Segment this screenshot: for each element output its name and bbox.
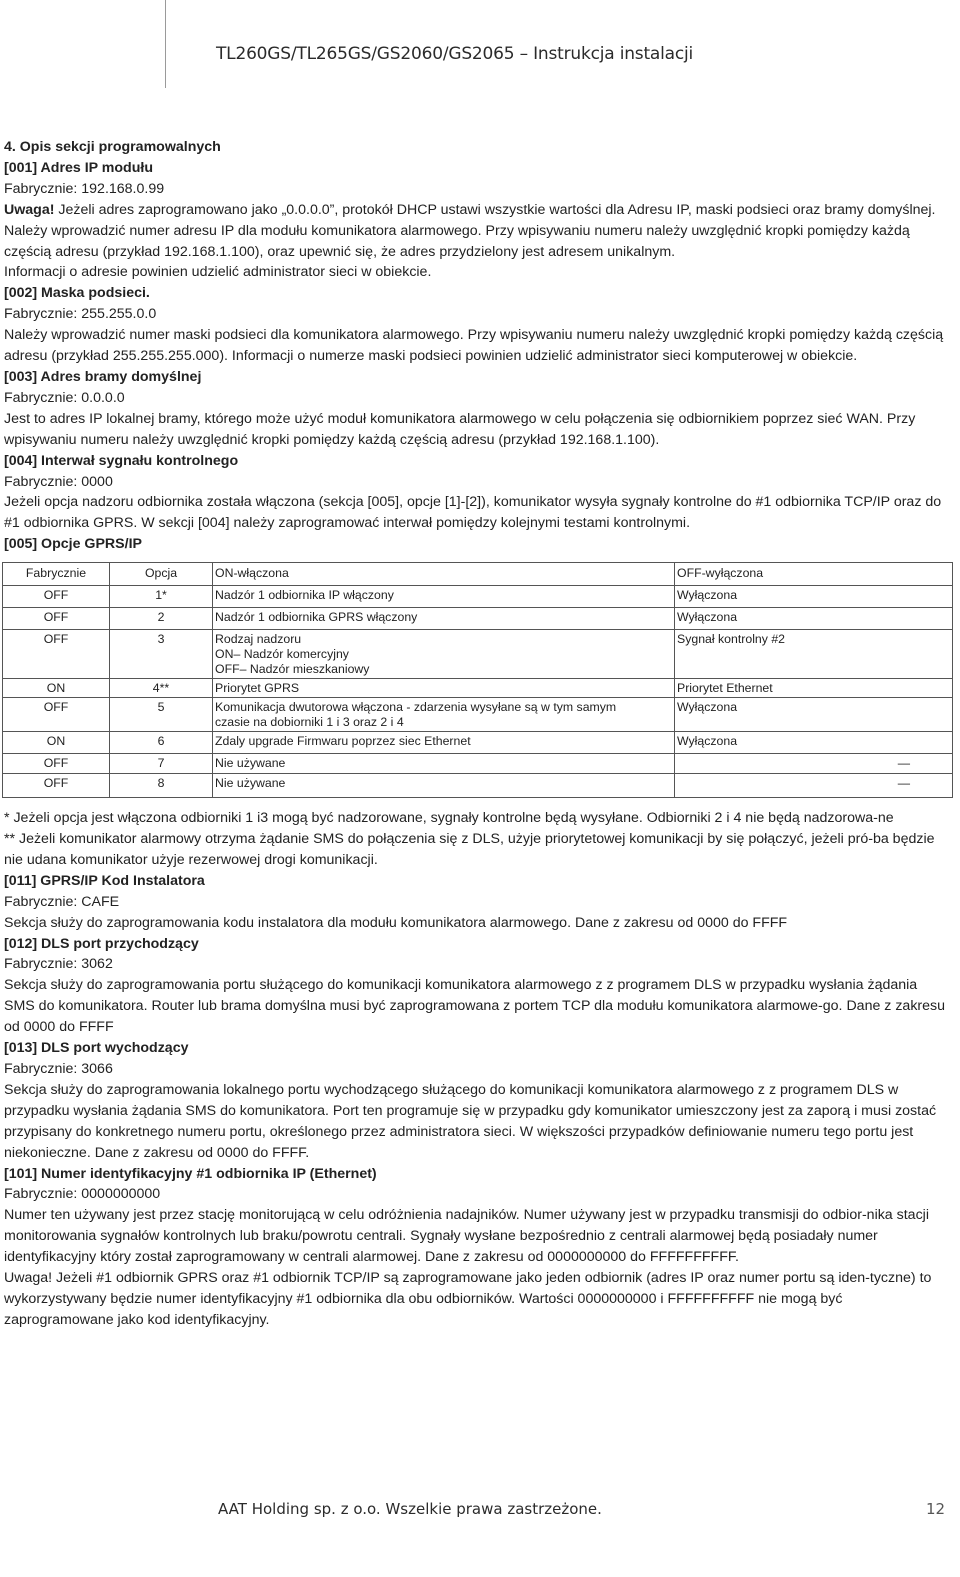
cell-off [675, 754, 953, 774]
s005-note1: * Jeżeli opcja jest włączona odbiorniki 1 i3 mogą być nadzorowane, sygnały kontrolne będą wysyłane. Odbiorniki 2 i 4 nie będą nadzorowa-ne [4, 810, 894, 827]
s101-desc: Numer ten używany jest przez stację monitorującą w celu odróżnienia nadajników. Numer używany jest w przypadku transmisji do odbior-nika stacji monitorowania sygnałów kontrolnych lub braku/powrotu centrali. Sygnały wysłane bezpośrednio z centrali alarmowej będą posiadały numer identyfikacyjny który został zaprogramowany w centrali alarmowej. Dane z zakresu od 0000000000 do FFFFFFFFFF. [4, 1207, 929, 1266]
s011-title: [011] GPRS/IP Kod Instalatora [4, 872, 205, 889]
s001-desc1: Należy wprowadzić numer adresu IP dla modułu komunikatora alarmowego. Przy wpisywaniu numeru należy uwzględnić kropki pomiędzy każdą częścią adresu (przykład 192.168.1.100), oraz upewnić się, że adres przydzielony jest adresem unikalnym. [4, 222, 910, 260]
cell-on-line: Nadzór 1 odbiornika IP włączony [215, 588, 394, 603]
cell-option: 8 [110, 774, 213, 798]
cell-on [213, 732, 675, 754]
s012-default: Fabrycznie: 3062 [4, 956, 113, 973]
cell-off: Sygnał kontrolny #2 [675, 630, 953, 679]
cell-default: OFF [3, 608, 110, 630]
cell-off: Wyłączona [675, 732, 953, 754]
s101-warning: Uwaga! Jeżeli #1 odbiornik GPRS oraz #1 odbiornik TCP/IP są zaprogramowane jako jeden odbiornik (adres IP oraz numer portu są iden-tyczne) to wykorzystywany będzie numer identyfikacyjny #1 odbiornika dla obu odbiorników. Wartości 0000000000 i FFFFFFFFFF nie mogą być zaprogramowane jako kod identyfikacyjny. [4, 1270, 932, 1328]
cell-default: ON [3, 679, 110, 698]
cell-off: Wyłączona [675, 698, 953, 732]
s004-default: Fabrycznie: 0000 [4, 473, 113, 490]
cell-on [213, 630, 675, 679]
cell-on [213, 698, 675, 732]
cell-default: OFF [3, 774, 110, 798]
cell-option: 4** [110, 679, 213, 698]
s001-title: [001] Adres IP modułu [4, 159, 154, 176]
em-dash: — [897, 756, 910, 771]
cell-option: 6 [110, 732, 213, 754]
cell-off [675, 774, 953, 798]
cell-default: OFF [3, 630, 110, 679]
s011-default: Fabrycznie: CAFE [4, 893, 120, 910]
s001-desc2: Informacji o adresie powinien udzielić administrator sieci w obiekcie. [4, 264, 432, 281]
s005-title: [005] Opcje GPRS/IP [4, 536, 142, 553]
table-header-cell: Fabrycznie [3, 563, 110, 586]
cell-on-line: Komunikacja dwutorowa włączona - zdarzenia wysyłane są w tym samym [215, 700, 617, 715]
table-row [3, 774, 953, 798]
table-row [3, 586, 953, 608]
table-header-cell: OFF-wyłączona [675, 563, 953, 586]
s012-desc: Sekcja służy do zaprogramowania portu służącego do komunikacji komunikatora alarmowego z z programem DLS w przypadku wysłania żądania SMS do komunikatora. Router lub brama domyślna musi być zaprogramowana z portem TCP dla modułu komunikatora alarmowe-go. Dane z zakresu od 0000 do FFFF [4, 977, 946, 1036]
document-body [4, 137, 950, 1331]
table-row [3, 608, 953, 630]
cell-on [213, 586, 675, 608]
cell-on [213, 679, 675, 698]
s003-desc: Jest to adres IP lokalnej bramy, którego może użyć moduł komunikatora alarmowego w celu połączenia się odbiornikiem poprzez sieć WAN. Przy wpisywaniu numeru należy uwzględnić kropki pomiędzy każdą częścią adresu (przykład 192.168.1.100). [4, 410, 916, 448]
section-title: 4. Opis sekcji programowalnych [4, 139, 221, 155]
s003-title: [003] Adres bramy domyślnej [4, 368, 202, 385]
cell-on-line: Zdaly upgrade Firmwaru poprzez siec Ethernet [215, 734, 471, 749]
cell-option: 5 [110, 698, 213, 732]
warning-text: Jeżeli adres zaprogramowano jako „0.0.0.0”, protokół DHCP ustawi wszystkie wartości dla Adresu IP, maski podsieci oraz bramy domyślnej. [54, 201, 936, 218]
table-row [3, 630, 953, 679]
cell-on-line: Nie używane [215, 756, 286, 771]
table-row [3, 698, 953, 732]
header-divider-line [165, 0, 166, 88]
cell-off: Priorytet Ethernet [675, 679, 953, 698]
s012-title: [012] DLS port przychodzący [4, 935, 199, 952]
table-header-cell: Opcja [110, 563, 213, 586]
cell-off: Wyłączona [675, 608, 953, 630]
s003-default: Fabrycznie: 0.0.0.0 [4, 389, 125, 406]
table-row [3, 732, 953, 754]
cell-on [213, 608, 675, 630]
s002-desc: Należy wprowadzić numer maski podsieci dla komunikatora alarmowego. Przy wpisywaniu numeru należy uwzględnić kropki pomiędzy każdą częścią adresu (przykład 255.255.255.000). Informacji o numerze maski podsieci powinien udzielić administrator sieci komputerowej w obiekcie. [4, 327, 944, 365]
cell-default: OFF [3, 698, 110, 732]
page-number: 12 [926, 1500, 946, 1518]
s002-title: [002] Maska podsieci. [4, 285, 150, 302]
gprs-ip-options-table [2, 562, 953, 798]
table-row [3, 679, 953, 698]
table-row [3, 754, 953, 774]
s004-desc: Jeżeli opcja nadzoru odbiornika została włączona (sekcja [005], opcje [1]-[2]), komunikator wysyła sygnały kontrolne do #1 odbiornika TCP/IP oraz do #1 odbiornika GPRS. W sekcji [004] należy zaprogramować interwał pomiędzy kolejnymi testami kontrolnymi. [4, 494, 942, 532]
cell-on-line: Nadzór 1 odbiornika GPRS włączony [215, 610, 418, 625]
s001-default: Fabrycznie: 192.168.0.99 [4, 180, 165, 197]
cell-default: OFF [3, 586, 110, 608]
cell-option: 3 [110, 630, 213, 679]
cell-on-line: ON– Nadzór komercyjny [215, 647, 349, 662]
page-header: TL260GS/TL265GS/GS2060/GS2065 – Instrukcja instalacji [216, 44, 694, 64]
s004-title: [004] Interwał sygnału kontrolnego [4, 452, 239, 469]
cell-option: 7 [110, 754, 213, 774]
cell-on-line: czasie na dobiorniki 1 i 3 oraz 2 i 4 [215, 715, 404, 730]
s013-desc: Sekcja służy do zaprogramowania lokalnego portu wychodzącego służącego do komunikacji komunikatora alarmowego z z programem DLS w przypadku wysłania żądania SMS do komunikatora. Port ten programuje się w przypadku gdy komunikator umieszczony jest za zaporą i musi zostać przypisany do konkretnego numeru portu, określonego przez administratora sieci. W większości przypadków definiowanie numeru tego portu jest niekonieczne. Dane z zakresu od 0000 do FFFF. [4, 1081, 937, 1161]
cell-option: 1* [110, 586, 213, 608]
cell-on [213, 774, 675, 798]
s013-default: Fabrycznie: 3066 [4, 1061, 113, 1077]
page-footer: AAT Holding sp. z o.o. Wszelkie prawa zastrzeżone. [218, 1500, 602, 1518]
s013-title: [013] DLS port wychodzący [4, 1040, 189, 1057]
table-header-row [3, 563, 953, 586]
s005-note2: ** Jeżeli komunikator alarmowy otrzyma żądanie SMS do połączenia się z DLS, użyje priorytetowej komunikacji by się połączyć, jeżeli pró-ba będzie nie udana komunikator użyje rezerwowej drogi komunikacji. [4, 831, 935, 868]
s011-desc: Sekcja służy do zaprogramowania kodu instalatora dla modułu komunikatora alarmowego. Dane z zakresu od 0000 do FFFF [4, 914, 788, 931]
cell-on-line: Rodzaj nadzoru [215, 632, 302, 647]
cell-on-line: Nie używane [215, 776, 286, 791]
s101-title: [101] Numer identyfikacyjny #1 odbiornika IP (Ethernet) [4, 1165, 377, 1182]
cell-default: ON [3, 732, 110, 754]
cell-option: 2 [110, 608, 213, 630]
warning-label: Uwaga! [4, 201, 55, 218]
s001-warning [4, 200, 950, 221]
s002-default: Fabrycznie: 255.255.0.0 [4, 306, 157, 323]
cell-on-line: OFF– Nadzór mieszkaniowy [215, 662, 370, 677]
cell-off: Wyłączona [675, 586, 953, 608]
s101-default: Fabrycznie: 0000000000 [4, 1186, 161, 1203]
cell-on-line: Priorytet GPRS [215, 681, 300, 696]
cell-on [213, 754, 675, 774]
table-header-cell: ON-włączona [213, 563, 675, 586]
cell-default: OFF [3, 754, 110, 774]
em-dash: — [897, 776, 910, 791]
